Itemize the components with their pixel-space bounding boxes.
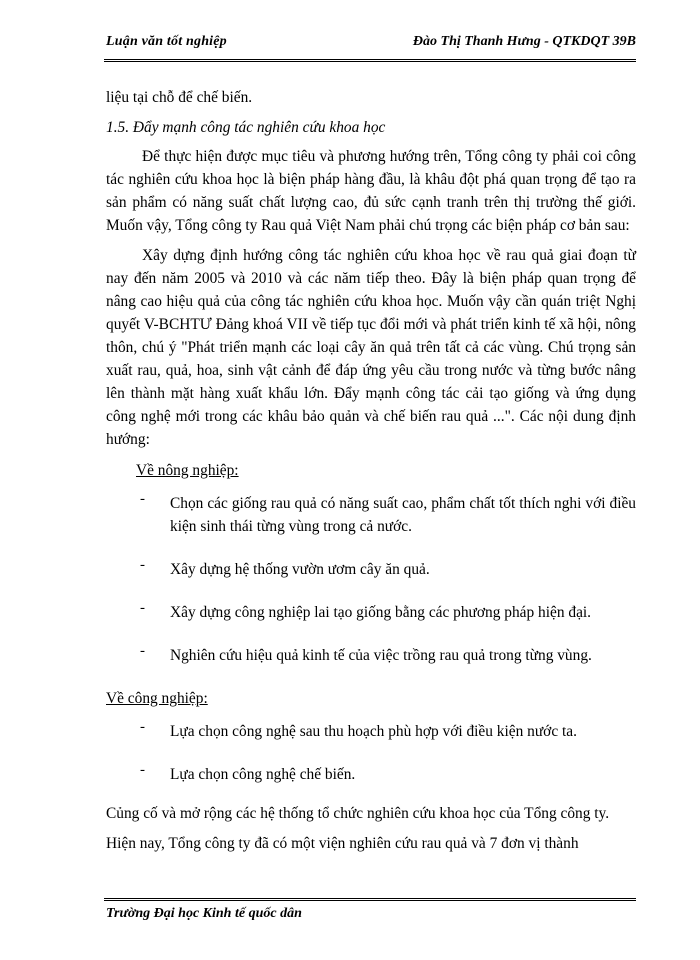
header-bar bbox=[106, 34, 636, 56]
paragraph-consolidation: Củng cố và mở rộng các hệ thống tổ chức nghiên cứu khoa học của Tổng công ty. bbox=[106, 805, 610, 822]
bullet-dash: - bbox=[140, 762, 145, 778]
paragraph-current-status: Hiện nay, Tổng công ty đã có một viện nghiên cứu rau quả và 7 đơn vị thành bbox=[106, 835, 579, 852]
footer-divider bbox=[104, 898, 636, 899]
bullet-dash: - bbox=[140, 557, 145, 573]
list-item-text: Nghiên cứu hiệu quả kinh tế của việc trồng rau quả trong từng vùng. bbox=[170, 647, 592, 664]
bullet-dash: - bbox=[140, 719, 145, 735]
paragraph-orientation: Xây dựng định hướng công tác nghiên cứu khoa học về rau quả giai đoạn từ nay đến năm 2005 và 2010 và các năm tiếp theo. Đây là biện pháp quan trọng để nâng cao hiệu quả của công tác nghiên cứu khoa học. Muốn vậy cần quán triệt Nghị quyết V-BCHTƯ Đảng khoá VII về tiếp tục đổi mới và phát triển kinh tế xã hội, nông thôn, chú ý "Phát triển mạnh các loại cây ăn quả trên tất cả các vùng. Chú trọng sản xuất rau, quả, hoa, sinh vật cảnh để đáp ứng yêu cầu trong nước và từng bước nâng lên thành mặt hàng xuất khẩu lớn. Đẩy mạnh công tác cải tạo giống và ứng dụng công nghệ mới trong các khâu bảo quản và chế biến rau quả ...". Các nội dung định hướng: bbox=[106, 247, 636, 448]
list-item-text: Xây dựng hệ thống vườn ươm cây ăn quả. bbox=[170, 561, 430, 578]
list-item bbox=[106, 601, 636, 624]
paragraph-continuation: liệu tại chỗ để chế biến. bbox=[106, 89, 253, 106]
author-class-label: Đào Thị Thanh Hưng - QTKDQT 39B bbox=[412, 34, 636, 49]
list-item bbox=[106, 720, 636, 743]
bullet-dash: - bbox=[140, 643, 145, 659]
thesis-label: Luận văn tốt nghiệp bbox=[106, 34, 227, 49]
list-item bbox=[106, 558, 636, 581]
bullet-dash: - bbox=[140, 600, 145, 616]
list-item bbox=[106, 644, 636, 667]
university-label: Trường Đại học Kinh tế quốc dân bbox=[106, 906, 302, 921]
list-item bbox=[106, 763, 636, 786]
header-divider bbox=[104, 59, 636, 60]
list-item bbox=[106, 492, 636, 538]
list-item-text: Lựa chọn công nghệ chế biến. bbox=[170, 766, 356, 783]
list-item-text: Chọn các giống rau quả có năng suất cao, phẩm chất tốt thích nghi với điều kiện sinh thái từng vùng trong cả nước. bbox=[170, 495, 636, 535]
document-body bbox=[106, 86, 636, 855]
bullet-dash: - bbox=[140, 491, 145, 507]
header-divider-double bbox=[104, 61, 636, 62]
paragraph-intro: Để thực hiện được mục tiêu và phương hướng trên, Tổng công ty phải coi công tác nghiên cứu khoa học là biện pháp hàng đầu, là khâu đột phá quan trọng để tạo ra sản phẩm có năng suất chất lượng cao, đủ sức cạnh tranh trên thị trường thế giới. Muốn vậy, Tổng công ty Rau quả Việt Nam phải chú trọng các biện pháp cơ bản sau: bbox=[106, 148, 636, 234]
list-item-text: Lựa chọn công nghệ sau thu hoạch phù hợp với điều kiện nước ta. bbox=[170, 723, 577, 740]
agriculture-heading: Về nông nghiệp: bbox=[136, 462, 239, 479]
section-heading: 1.5. Đẩy mạnh công tác nghiên cứu khoa học bbox=[106, 119, 386, 136]
industry-heading: Về công nghiệp: bbox=[106, 690, 208, 707]
footer-divider-double bbox=[104, 900, 636, 901]
list-item-text: Xây dựng công nghiệp lai tạo giống bằng các phương pháp hiện đại. bbox=[170, 604, 592, 621]
